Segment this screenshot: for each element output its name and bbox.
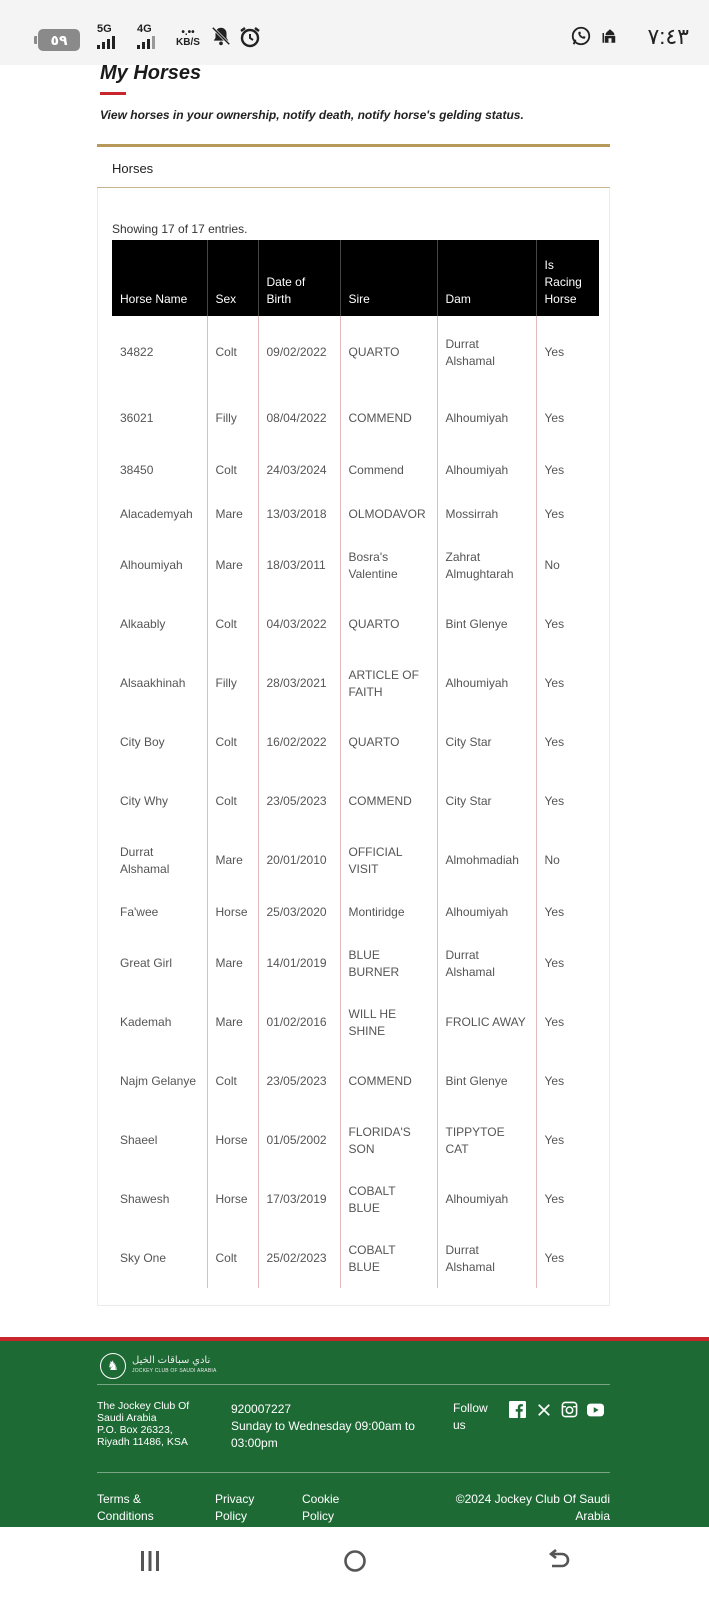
table-row[interactable] (112, 492, 599, 536)
sex-cell: Colt (207, 595, 258, 654)
sire-cell: COMMEND (340, 1052, 437, 1111)
horse-name-cell: 36021 (112, 389, 207, 448)
horse-name-cell: Sky One (112, 1229, 207, 1288)
sex-cell: Horse (207, 890, 258, 934)
back-icon[interactable] (547, 1549, 571, 1578)
whatsapp-icon (570, 25, 592, 52)
sire-cell: COBALT BLUE (340, 1170, 437, 1229)
sire-cell: Commend (340, 448, 437, 492)
sex-cell: Colt (207, 1229, 258, 1288)
table-row[interactable] (112, 595, 599, 654)
horse-name-cell: Kademah (112, 993, 207, 1052)
horse-name-cell: City Why (112, 772, 207, 831)
is-racing-cell: Yes (544, 676, 565, 690)
is-racing-cell: Yes (544, 1015, 565, 1029)
is-racing-cell: Yes (544, 345, 565, 359)
dam-cell: Mossirrah (437, 492, 536, 536)
alarm-icon (238, 25, 262, 54)
is-racing-cell: Yes (544, 904, 565, 919)
col-sire[interactable]: Sire (340, 240, 437, 316)
x-icon[interactable] (535, 1401, 552, 1418)
horse-name-cell: Alsaakhinah (112, 654, 207, 713)
sire-cell: ARTICLE OF FAITH (340, 654, 437, 713)
recent-apps-icon[interactable] (138, 1549, 162, 1578)
sex-cell: Mare (207, 536, 258, 595)
table-row[interactable] (112, 772, 599, 831)
date-of-birth-cell: 04/03/2022 (258, 595, 340, 654)
instagram-icon[interactable] (561, 1401, 578, 1418)
col-date-of-birth[interactable]: Date of Birth (258, 240, 340, 316)
table-row[interactable] (112, 713, 599, 772)
clock: ٧:٤٣ (647, 24, 689, 49)
horse-name-cell: City Boy (112, 713, 207, 772)
signal-5g: 5G (97, 24, 115, 52)
sex-cell: Colt (207, 713, 258, 772)
bell-muted-icon (210, 25, 232, 52)
social-links (509, 1401, 604, 1418)
sire-cell: Montiridge (340, 890, 437, 934)
follow-us-label: Follow us (453, 1401, 488, 1432)
is-racing-cell: Yes (544, 1251, 565, 1265)
sire-cell: FLORIDA'S SON (340, 1111, 437, 1170)
footer-divider (97, 1384, 610, 1385)
sire-cell: COMMEND (340, 389, 437, 448)
phone-number[interactable]: 920007227 (231, 1402, 292, 1416)
signal-4g: 4G (137, 24, 155, 52)
horse-name-cell: Alkaably (112, 595, 207, 654)
working-hours: Sunday to Wednesday 09:00am to 03:00pm (231, 1419, 415, 1450)
table-row[interactable] (112, 654, 599, 713)
date-of-birth-cell: 01/05/2002 (258, 1111, 340, 1170)
dam-cell: FROLIC AWAY (437, 993, 536, 1052)
date-of-birth-cell: 17/03/2019 (258, 1170, 340, 1229)
sex-cell: Filly (207, 654, 258, 713)
sire-cell: OFFICIAL VISIT (340, 831, 437, 890)
footer-contact (231, 1401, 441, 1452)
sex-cell: Colt (207, 1052, 258, 1111)
cookie-policy-link[interactable]: Cookie Policy (302, 1492, 340, 1523)
col-dam[interactable]: Dam (437, 240, 536, 316)
horse-name-cell: Najm Gelanye (112, 1052, 207, 1111)
is-racing-cell: Yes (544, 411, 565, 425)
privacy-policy-link[interactable]: Privacy Policy (215, 1492, 255, 1523)
jockey-club-logo[interactable]: ♞ نادي سباقات الخيل JOCKEY CLUB OF SAUDI ARABIA (100, 1353, 217, 1379)
sex-cell: Filly (207, 389, 258, 448)
entries-count: Showing 17 of 17 entries. (112, 222, 248, 236)
footer-divider (97, 1472, 610, 1473)
dam-cell: Alhoumiyah (437, 890, 536, 934)
dam-cell: Almohmadiah (437, 831, 536, 890)
date-of-birth-cell: 14/01/2019 (258, 934, 340, 993)
table-row[interactable] (112, 831, 599, 890)
status-bar (0, 0, 709, 65)
dam-cell: Durrat Alshamal (437, 1229, 536, 1288)
date-of-birth-cell: 08/04/2022 (258, 389, 340, 448)
is-racing-cell: Yes (544, 617, 565, 631)
table-row[interactable] (112, 448, 599, 492)
date-of-birth-cell: 20/01/2010 (258, 831, 340, 890)
sire-cell: Bosra's Valentine (340, 536, 437, 595)
mosque-icon (601, 27, 619, 50)
dam-cell: Alhoumiyah (437, 448, 536, 492)
battery-indicator: ٥٩ (38, 29, 80, 51)
home-icon[interactable] (343, 1549, 367, 1578)
sire-cell: OLMODAVOR (340, 492, 437, 536)
date-of-birth-cell: 16/02/2022 (258, 713, 340, 772)
sire-cell: QUARTO (340, 316, 437, 389)
table-row[interactable] (112, 1111, 599, 1170)
is-racing-cell: Yes (544, 735, 565, 749)
date-of-birth-cell: 28/03/2021 (258, 654, 340, 713)
dam-cell: Bint Glenye (437, 1052, 536, 1111)
sex-cell: Horse (207, 1170, 258, 1229)
sex-cell: Colt (207, 772, 258, 831)
horse-name-cell: 34822 (112, 316, 207, 389)
system-navigation-bar (0, 1527, 709, 1600)
is-racing-cell: Yes (544, 462, 565, 477)
table-row[interactable] (112, 890, 599, 934)
col-horse-name[interactable]: Horse Name (112, 240, 207, 316)
signal-bars-icon (97, 35, 115, 49)
table-body (112, 316, 599, 1288)
horse-name-cell: Shaeel (112, 1111, 207, 1170)
table-header-row (112, 240, 599, 316)
sex-cell: Colt (207, 448, 258, 492)
horse-name-cell: Durrat Alshamal (112, 831, 207, 890)
is-racing-cell: Yes (544, 956, 565, 970)
date-of-birth-cell: 25/02/2023 (258, 1229, 340, 1288)
sex-cell: Mare (207, 993, 258, 1052)
is-racing-cell: Yes (544, 506, 565, 521)
dam-cell: City Star (437, 772, 536, 831)
dam-cell: Alhoumiyah (437, 654, 536, 713)
date-of-birth-cell: 24/03/2024 (258, 448, 340, 492)
col-is-racing-horse[interactable]: Is Racing Horse (536, 240, 599, 316)
dam-cell: Bint Glenye (437, 595, 536, 654)
dam-cell: Zahrat Almughtarah (437, 536, 536, 595)
sex-cell: Colt (207, 316, 258, 389)
page-title: My Horses (100, 62, 202, 84)
sire-cell: QUARTO (340, 595, 437, 654)
table-row[interactable] (112, 389, 599, 448)
footer (0, 1337, 709, 1527)
youtube-icon[interactable] (587, 1401, 604, 1418)
dam-cell: TIPPYTOE CAT (437, 1111, 536, 1170)
horse-name-cell: Shawesh (112, 1170, 207, 1229)
horse-name-cell: Alacademyah (112, 492, 207, 536)
horse-name-cell: Alhoumiyah (112, 536, 207, 595)
dam-cell: City Star (437, 713, 536, 772)
copyright: ©2024 Jockey Club Of Saudi Arabia (455, 1492, 610, 1523)
sex-cell: Mare (207, 934, 258, 993)
facebook-icon[interactable] (509, 1401, 526, 1418)
sire-cell: COMMEND (340, 772, 437, 831)
sex-cell: Mare (207, 831, 258, 890)
table-row[interactable] (112, 993, 599, 1052)
date-of-birth-cell: 23/05/2023 (258, 772, 340, 831)
sire-cell: COBALT BLUE (340, 1229, 437, 1288)
sex-cell: Horse (207, 1111, 258, 1170)
table-row[interactable] (112, 1170, 599, 1229)
is-racing-cell: Yes (544, 1192, 565, 1206)
is-racing-cell: No (544, 558, 560, 572)
divider (97, 144, 610, 147)
is-racing-cell: Yes (544, 1074, 565, 1088)
horses-table (112, 240, 599, 1288)
dam-cell: Durrat Alshamal (437, 316, 536, 389)
sire-cell: WILL HE SHINE (340, 993, 437, 1052)
signal-bars-icon (137, 35, 155, 49)
dam-cell: Alhoumiyah (437, 389, 536, 448)
title-underline (100, 92, 126, 95)
col-sex[interactable]: Sex (207, 240, 258, 316)
network-speed: •.•• KB/S (176, 27, 200, 48)
horse-name-cell: 38450 (112, 448, 207, 492)
dam-cell: Alhoumiyah (437, 1170, 536, 1229)
date-of-birth-cell: 13/03/2018 (258, 492, 340, 536)
footer-address: The Jockey Club Of Saudi Arabia P.O. Box 26323, Riyadh 11486, KSA (97, 1400, 190, 1448)
is-racing-cell: No (544, 853, 560, 867)
date-of-birth-cell: 25/03/2020 (258, 890, 340, 934)
tab-horses[interactable]: Horses (112, 161, 154, 176)
sire-cell: QUARTO (340, 713, 437, 772)
is-racing-cell: Yes (544, 794, 565, 808)
table-row[interactable] (112, 316, 599, 389)
terms-link[interactable]: Terms & Conditions (97, 1492, 154, 1523)
page-description: View horses in your ownership, notify death, notify horse's gelding status. (100, 108, 524, 122)
horse-name-cell: Great Girl (112, 934, 207, 993)
dam-cell: Durrat Alshamal (437, 934, 536, 993)
sex-cell: Mare (207, 492, 258, 536)
date-of-birth-cell: 18/03/2011 (258, 536, 340, 595)
table-row[interactable] (112, 1229, 599, 1288)
table-row[interactable] (112, 536, 599, 595)
date-of-birth-cell: 01/02/2016 (258, 993, 340, 1052)
date-of-birth-cell: 09/02/2022 (258, 316, 340, 389)
date-of-birth-cell: 23/05/2023 (258, 1052, 340, 1111)
table-row[interactable] (112, 1052, 599, 1111)
is-racing-cell: Yes (544, 1133, 565, 1147)
sire-cell: BLUE BURNER (340, 934, 437, 993)
table-row[interactable] (112, 934, 599, 993)
horse-name-cell: Fa'wee (112, 890, 207, 934)
horse-icon: ♞ (100, 1353, 126, 1379)
